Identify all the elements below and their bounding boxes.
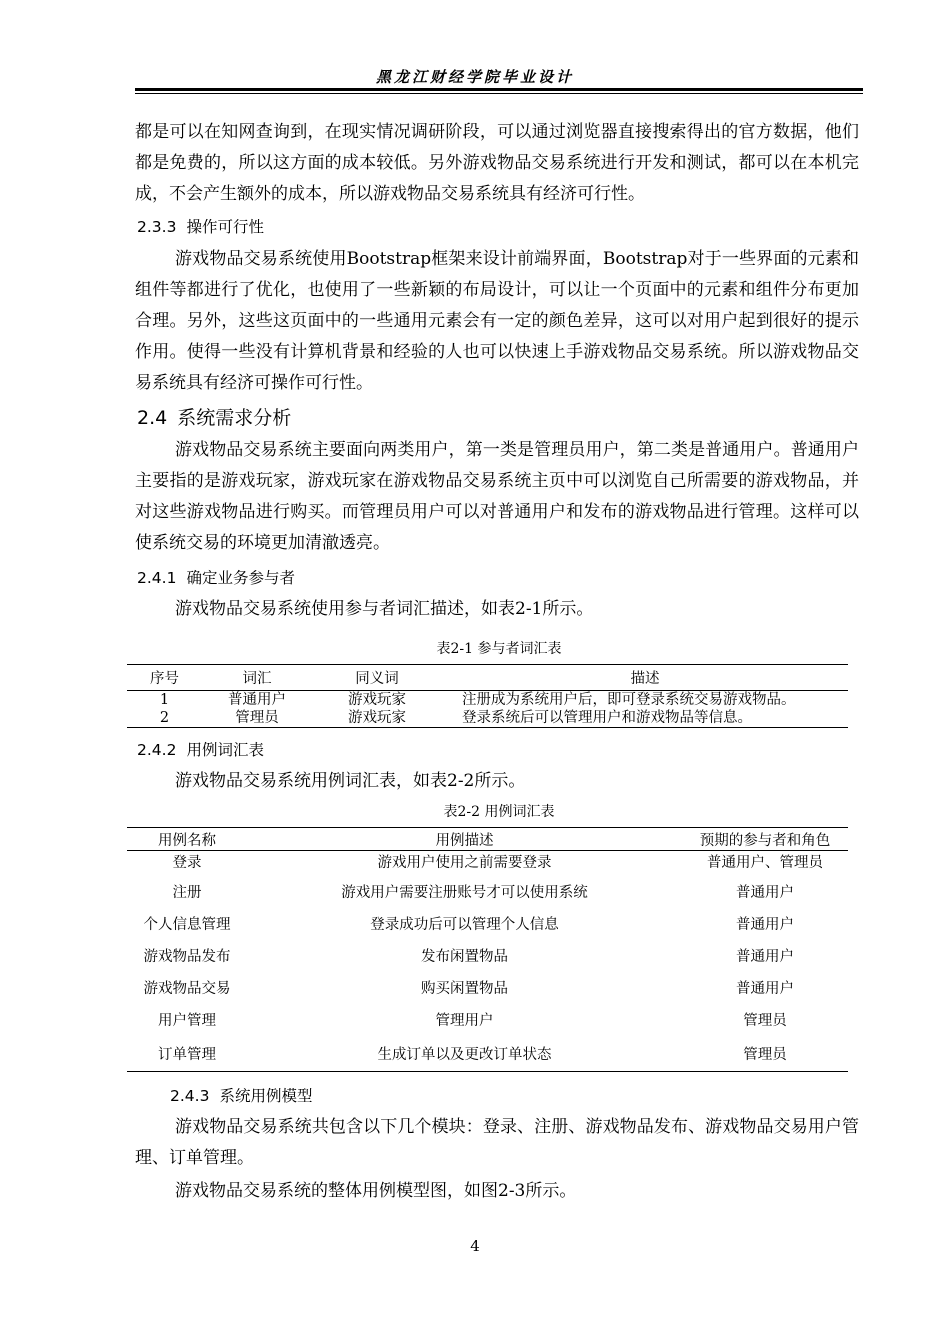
heading-number: 2.4.2 xyxy=(137,741,177,759)
table-cell: 1 xyxy=(159,692,170,708)
header-rule-thick xyxy=(135,88,863,91)
table-cell: 发布闲置物品 xyxy=(421,948,508,965)
table-row xyxy=(127,1035,848,1072)
table-cell: 普通用户、管理员 xyxy=(707,855,823,871)
column-header-actors-roles: 预期的参与者和角色 xyxy=(682,828,848,851)
table-header-row xyxy=(127,665,848,691)
table-cell: 注册 xyxy=(172,884,202,901)
heading-2-4 xyxy=(137,405,291,431)
actor-vocabulary-table xyxy=(127,664,848,728)
table-cell: 游戏物品交易 xyxy=(143,980,231,997)
table-cell: 管理用户 xyxy=(435,1012,494,1029)
table-cell: 用户管理 xyxy=(158,1012,216,1029)
table-row xyxy=(127,851,848,876)
heading-2-3-3 xyxy=(137,215,264,239)
table-cell: 个人信息管理 xyxy=(143,916,231,933)
table-2-1-caption: 表2-1 参与者词汇表 xyxy=(436,641,562,657)
table-cell: 注册成为系统用户后，即可登录系统交易游戏物品。 xyxy=(462,692,796,708)
heading-number: 2.3.3 xyxy=(137,218,177,236)
page-header-title: 黑龙江财经学院毕业设计 xyxy=(375,68,574,86)
table-cell: 订单管理 xyxy=(127,1035,247,1072)
table-cell: 2 xyxy=(127,709,202,728)
table-cell: 管理员 xyxy=(682,1035,848,1072)
table-cell: 普通用户 xyxy=(228,692,286,708)
heading-text: 操作可行性 xyxy=(186,218,264,236)
paragraph-usecase-intro: 游戏物品交易系统用例词汇表，如表2-2所示。 xyxy=(175,771,526,791)
table-cell: 游戏玩家 xyxy=(312,709,442,728)
table-cell: 管理员 xyxy=(743,1012,787,1029)
paragraph-actors-intro: 游戏物品交易系统使用参与者词汇描述，如表2-1所示。 xyxy=(175,599,594,619)
table-cell: 游戏用户需要注册账号才可以使用系统 xyxy=(341,884,588,901)
heading-text: 用例词汇表 xyxy=(186,741,264,759)
heading-text: 系统需求分析 xyxy=(177,407,292,429)
column-header-synonym: 同义词 xyxy=(312,665,442,691)
table-row xyxy=(127,939,848,971)
heading-text: 确定业务参与者 xyxy=(186,569,295,587)
heading-number: 2.4.1 xyxy=(137,569,177,587)
paragraph-cost: 都是可以在知网查询到，在现实情况调研阶段，可以通过浏览器直接搜索得出的官方数据，他们都是免费的，所以这方面的成本较低。另外游戏物品交易系统进行开发和测试，都可以在本机完成，不会产生额外的成本，所以游戏物品交易系统具有经济可行性。 xyxy=(135,122,859,204)
heading-2-4-3 xyxy=(170,1084,312,1108)
page-number: 4 xyxy=(470,1237,480,1255)
table-cell: 普通用户 xyxy=(736,916,794,933)
table-cell: 普通用户 xyxy=(736,884,794,901)
table-row xyxy=(127,971,848,1003)
usecase-vocabulary-table xyxy=(127,827,848,1072)
table-row xyxy=(127,1003,848,1035)
heading-2-4-2 xyxy=(137,738,264,762)
table-cell: 登录 xyxy=(172,855,202,871)
table-cell: 生成订单以及更改订单状态 xyxy=(247,1035,682,1072)
column-header-index: 序号 xyxy=(127,665,202,691)
column-header-usecase-description: 用例描述 xyxy=(247,828,682,851)
table-row xyxy=(127,709,848,728)
column-header-description: 描述 xyxy=(442,665,848,691)
table-cell: 游戏物品发布 xyxy=(143,948,231,965)
table-cell: 游戏玩家 xyxy=(348,692,406,708)
table-row xyxy=(127,907,848,939)
column-header-usecase-name: 用例名称 xyxy=(127,828,247,851)
paragraph-model-figure: 游戏物品交易系统的整体用例模型图，如图2-3所示。 xyxy=(175,1181,577,1201)
table-2-2-caption: 表2-2 用例词汇表 xyxy=(443,804,555,820)
table-cell: 管理员 xyxy=(202,709,312,728)
paragraph-requirements: 游戏物品交易系统主要面向两类用户，第一类是管理员用户，第二类是普通用户。普通用户主要指的是游戏玩家，游戏玩家在游戏物品交易系统主页中可以浏览自己所需要的游戏物品，并对这些游戏物品进行购买。而管理员用户可以对普通用户和发布的游戏物品进行管理。这样可以使系统交易的环境更加清澈透亮。 xyxy=(135,440,859,553)
paragraph-modules: 游戏物品交易系统共包含以下几个模块：登录、注册、游戏物品发布、游戏物品交易用户管理、订单管理。 xyxy=(135,1117,859,1168)
heading-number: 2.4.3 xyxy=(170,1087,210,1105)
heading-number: 2.4 xyxy=(137,407,168,429)
header-rule-thin xyxy=(135,93,863,94)
table-cell: 普通用户 xyxy=(736,980,794,997)
table-row xyxy=(127,691,848,710)
paragraph-operational: 游戏物品交易系统使用Bootstrap框架来设计前端界面，Bootstrap对于一些界面的元素和组件等都进行了优化，也使用了一些新颖的布局设计，可以让一个页面中的元素和组件分布更加合理。另外，这些这页面中的一些通用元素会有一定的颜色差异，这可以对用户起到很好的提示作用。使得一些没有计算机背景和经验的人也可以快速上手游戏物品交易系统。所以游戏物品交易系统具有经济可操作可行性。 xyxy=(135,249,859,393)
column-header-term: 词汇 xyxy=(202,665,312,691)
table-cell: 登录系统后可以管理用户和游戏物品等信息。 xyxy=(442,709,848,728)
table-cell: 普通用户 xyxy=(736,948,794,965)
heading-text: 系统用例模型 xyxy=(219,1087,313,1105)
table-header-row xyxy=(127,828,848,851)
table-row xyxy=(127,875,848,907)
table-cell: 登录成功后可以管理个人信息 xyxy=(370,916,559,933)
table-cell: 购买闲置物品 xyxy=(421,980,508,997)
heading-2-4-1 xyxy=(137,566,295,590)
table-cell: 游戏用户使用之前需要登录 xyxy=(377,855,552,871)
